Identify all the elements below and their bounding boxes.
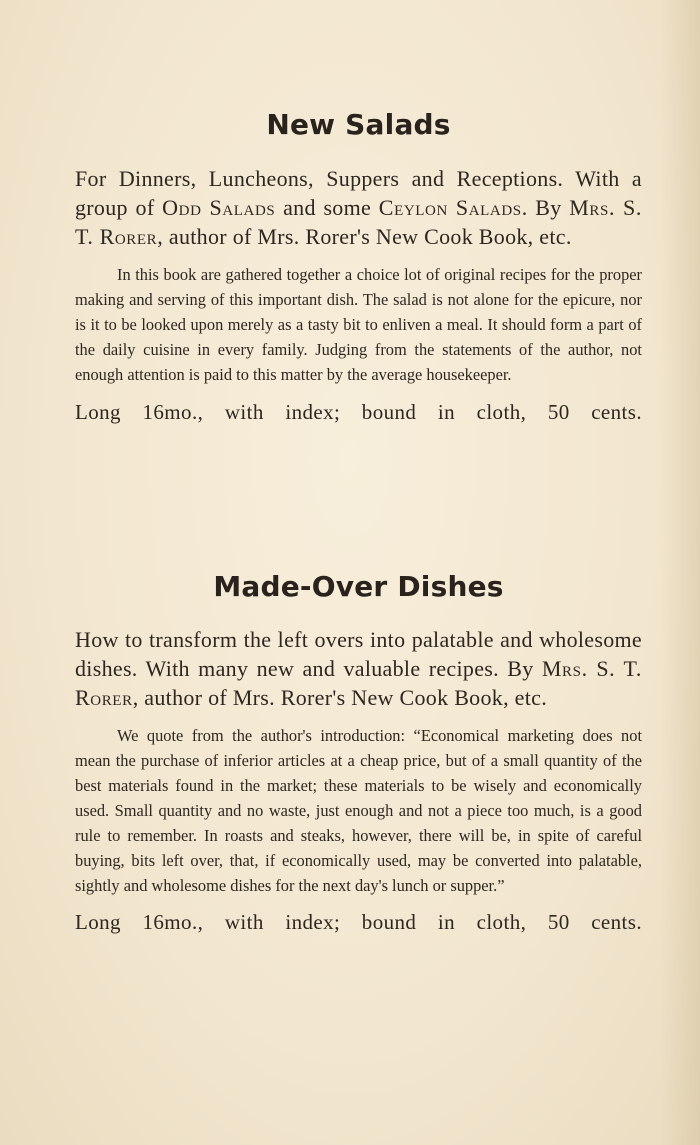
subtitle-text: For Dinners, Luncheons, Suppers and Receptions. With a group of: [75, 166, 642, 220]
book-price: Long 16mo., with index; bound in cloth, 50 cents.: [75, 910, 642, 934]
author-name: Mrs. S. T. Rorer: [75, 656, 642, 710]
subtitle-text: , author of Mrs. Rorer's New Cook Book, etc.: [157, 224, 572, 249]
book-description: In this book are gathered together a choice lot of original recipes for the proper making and serving of this important dish. The salad is not alone for the epicure, nor is it to be looked upon merely as a tasty bit to enliven a meal. It should form a part of the daily cuisine in every family. Judging from the statements of the author, not enough attention is paid to this matter by the average housekeeper.: [75, 265, 642, 384]
author-name: Mrs. S. T. Rorer: [75, 195, 642, 249]
book-title: New Salads: [266, 108, 451, 141]
subtitle-smallcaps: Ceylon Salads: [378, 195, 522, 220]
subtitle-text: . By: [521, 195, 570, 220]
book-listing-new-salads: [75, 108, 642, 425]
book-price: Long 16mo., with index; bound in cloth, 50 cents.: [75, 400, 642, 424]
book-subtitle: [75, 164, 642, 251]
subtitle-text: How to transform the left overs into palatable and wholesome dishes. With many new and valuable recipes. By: [75, 627, 642, 681]
book-description: We quote from the author's introduction: “Economical marketing does not mean the purchase of inferior articles at a cheap price, but of a small quantity of the best materials found in the market; these materials to be wisely and economically used. Small quantity and no waste, just enough and not a piece too much, is a good rule to remember. In roasts and steaks, however, there will be, in spite of careful buying, bits left over, that, if economically used, may be converted into palatable, sightly and wholesome dishes for the next day's lunch or supper.”: [75, 726, 642, 895]
subtitle-smallcaps: Odd Salads: [162, 195, 276, 220]
subtitle-text: and some: [275, 195, 379, 220]
book-title: Made-Over Dishes: [213, 570, 504, 603]
book-subtitle: [75, 625, 642, 712]
subtitle-text: , author of Mrs. Rorer's New Cook Book, etc.: [132, 685, 548, 710]
book-listing-made-over-dishes: [75, 570, 642, 935]
